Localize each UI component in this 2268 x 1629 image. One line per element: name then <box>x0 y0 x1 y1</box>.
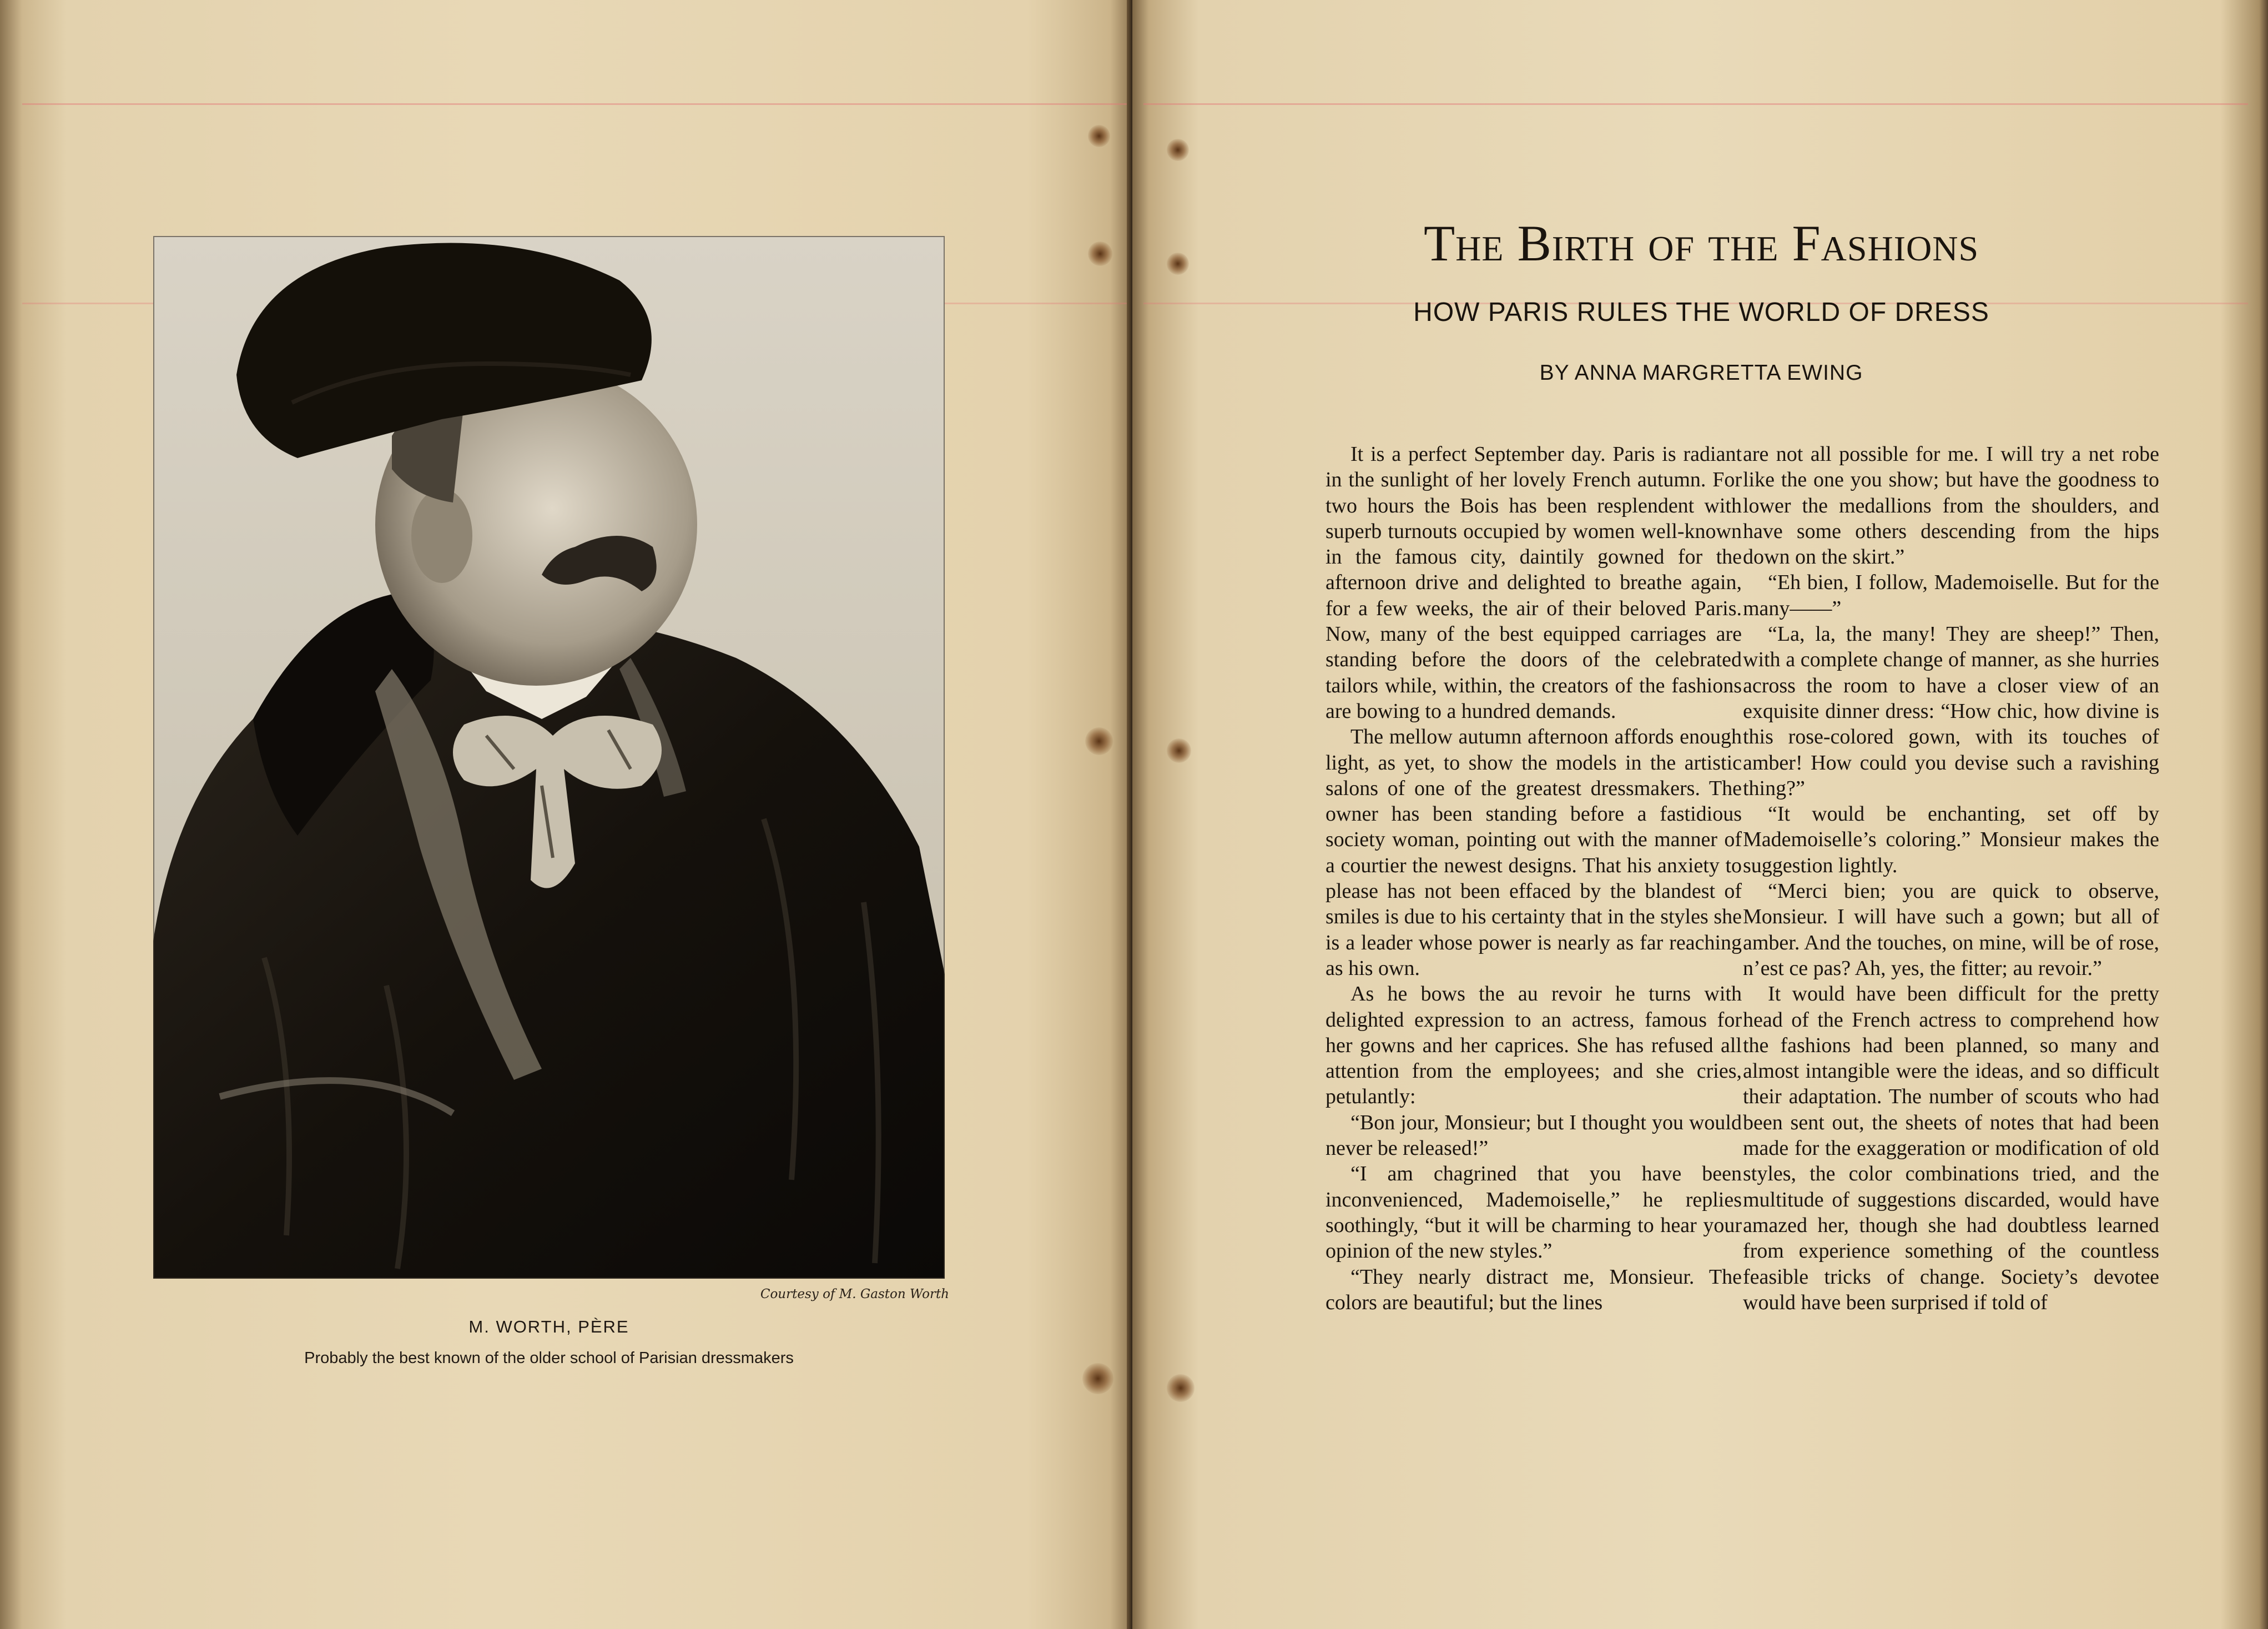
paper-stain <box>1088 242 1112 266</box>
article-column-left <box>1325 441 1742 1315</box>
article-column-right <box>1743 441 2159 1315</box>
article-title: The Birth of the Fashions <box>1423 215 1979 272</box>
portrait-photo <box>153 236 945 1279</box>
paragraph: “I am chagrined that you have been inconvenienced, Mademoiselle,” he replies soothingly, “but it will be charming to hear your opinion of the new styles.” <box>1325 1162 1742 1263</box>
portrait-illustration <box>153 236 945 1279</box>
paragraph: It is a perfect September day. Paris is radiant in the sunlight of her lovely French autumn. For two hours the Bois has been resplendent with superb turnouts occupied by women well-known in the famous city, daintily gowned for the afternoon drive and delighted to breathe again, for a few weeks, the air of their beloved Paris. Now, many of the best equipped carriages are standing before the doors of the celebrated tailors while, within, the creators of the fashions are bowing to a hundred demands. <box>1325 443 1742 723</box>
article-byline: BY ANNA MARGRETTA EWING <box>1539 361 1863 385</box>
article-subtitle: HOW PARIS RULES THE WORLD OF DRESS <box>1413 298 1989 327</box>
paragraph: “It would be enchanting, set off by Mademoiselle’s coloring.” Monsieur makes the suggestion lightly. <box>1743 802 2159 877</box>
paragraph: are not all possible for me. I will try a net robe like the one you show; but have the goodness to lower the medallions from the shoulders, and have some others descending from the hips down on the skirt.” <box>1743 443 2159 569</box>
paragraph: It would have been difficult for the pretty head of the French actress to comprehend how the fashions had been planned, so many and almost intangible were the ideas, and so difficult their adaptation. The number of scouts who had been sent out, the sheets of notes that had been made for the exaggeration or modification of old styles, the color combinations tried, and the multitude of suggestions discarded, would have amazed her, though she had doubtless learned from experience something of the countless feasible tricks of change. Society’s devotee would have been surprised if told of <box>1743 982 2159 1314</box>
paragraph: “Bon jour, Monsieur; but I thought you would never be released!” <box>1325 1110 1742 1160</box>
paper-stain <box>1082 1363 1113 1394</box>
caption-subtitle: Probably the best known of the older school of Parisian dressmakers <box>304 1349 794 1367</box>
ruled-line <box>1143 103 2248 105</box>
paper-stain <box>1088 125 1110 147</box>
paragraph: “Merci bien; you are quick to observe, Monsieur. I will have such a gown; but all of amber. And the touches, on mine, will be of rose, n’est ce pas? Ah, yes, the fitter; au revoir.” <box>1743 879 2159 980</box>
photo-credit: Courtesy of M. Gaston Worth <box>760 1287 949 1301</box>
paragraph: “They nearly distract me, Monsieur. The colors are beautiful; but the lines <box>1325 1265 1742 1314</box>
paragraph: As he bows the au revoir he turns with delighted expression to an actress, famous for her gowns and her caprices. She has refused all attention from the employees; and she cries, petulantly: <box>1325 982 1742 1109</box>
paper-stain <box>1167 139 1189 161</box>
caption-title: M. WORTH, PÈRE <box>468 1317 629 1336</box>
paragraph: The mellow autumn afternoon affords enough light, as yet, to show the models in the artistic salons of one of the greatest dressmakers. The owner has been standing before a fastidious society woman, pointing out with the manner of a courtier the newest designs. That his anxiety to please has not been effaced by the blandest of smiles is due to his certainty that in the styles she is a leader whose power is nearly as far reaching as his own. <box>1325 725 1742 980</box>
paper-stain <box>1085 727 1113 755</box>
paper-stain <box>1167 1374 1195 1402</box>
paragraph: “Eh bien, I follow, Mademoiselle. But for the many——” <box>1743 571 2159 620</box>
left-page <box>0 0 1132 1629</box>
ruled-line <box>22 103 1127 105</box>
paragraph: “La, la, the many! They are sheep!” Then, with a complete change of manner, as she hurries across the room to have a closer view of an exquisite dinner dress: “How chic, how divine is this rose-colored gown, with its touches of amber! How could you devise such a ravishing thing?” <box>1743 622 2159 800</box>
paper-stain <box>1167 738 1191 763</box>
